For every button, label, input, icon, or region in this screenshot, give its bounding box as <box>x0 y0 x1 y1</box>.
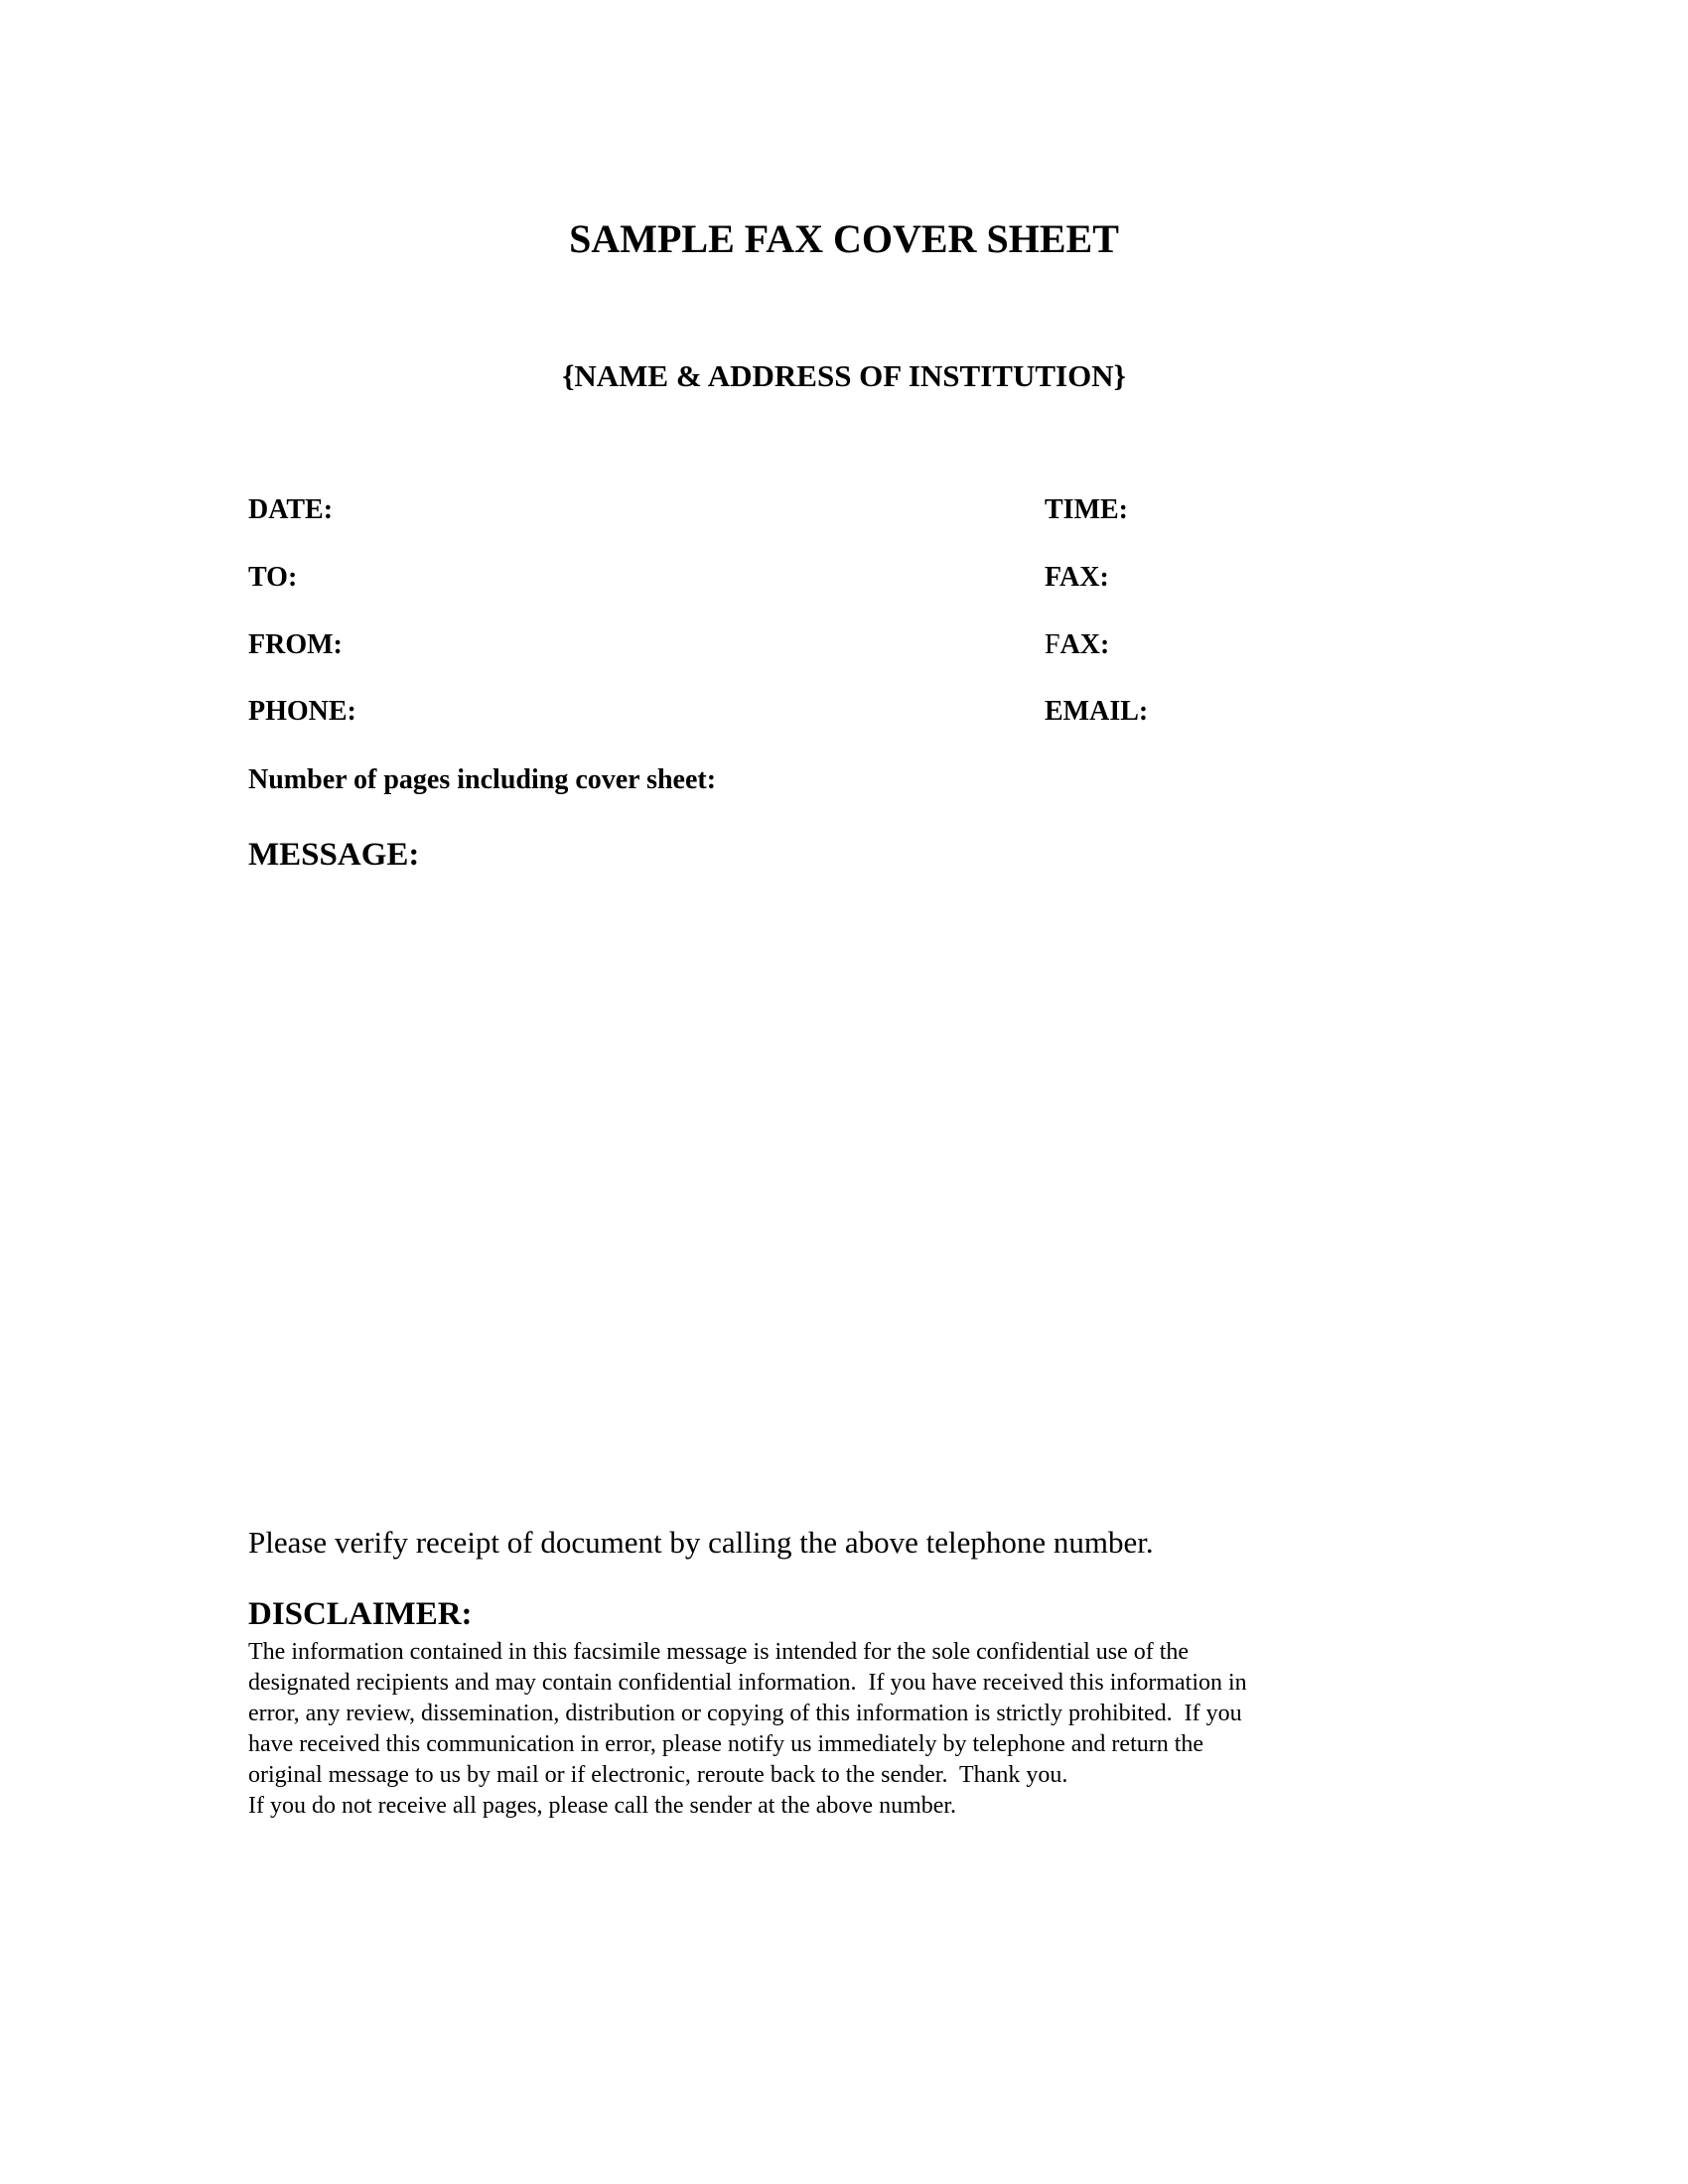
fax-from-label-regular-part: F <box>1045 629 1060 660</box>
disclaimer-line: error, any review, dissemination, distribution or copying of this information is strictly prohibited. If you <box>248 1701 1242 1726</box>
from-label: FROM: <box>248 629 343 660</box>
pages-count-label: Number of pages including cover sheet: <box>248 764 717 795</box>
date-label: DATE: <box>248 494 334 525</box>
disclaimer-line: have received this communication in error, please notify us immediately by telephone and return the <box>248 1731 1204 1757</box>
phone-label: PHONE: <box>248 696 356 727</box>
disclaimer-line: designated recipients and may contain confidential information. If you have received this information in <box>248 1670 1247 1696</box>
message-label: MESSAGE: <box>248 837 420 873</box>
disclaimer-body <box>248 1637 1519 1822</box>
page-title: SAMPLE FAX COVER SHEET <box>569 216 1119 261</box>
disclaimer-line: If you do not receive all pages, please call the sender at the above number. <box>248 1793 957 1819</box>
fax-from-label <box>1045 630 1109 661</box>
disclaimer-line: original message to us by mail or if electronic, reroute back to the sender. Thank you. <box>248 1762 1068 1788</box>
email-label: EMAIL: <box>1045 696 1149 727</box>
time-label: TIME: <box>1045 494 1128 525</box>
disclaimer-line: The information contained in this facsimile message is intended for the sole confidential use of the <box>248 1639 1190 1665</box>
fax-to-label: FAX: <box>1045 562 1109 593</box>
disclaimer-heading: DISCLAIMER: <box>248 1596 473 1632</box>
institution-placeholder: {NAME & ADDRESS OF INSTITUTION} <box>562 358 1126 393</box>
verify-receipt-note: Please verify receipt of document by calling the above telephone number. <box>248 1525 1154 1560</box>
to-label: TO: <box>248 562 298 593</box>
fax-from-label-bold-part: AX: <box>1059 629 1110 660</box>
